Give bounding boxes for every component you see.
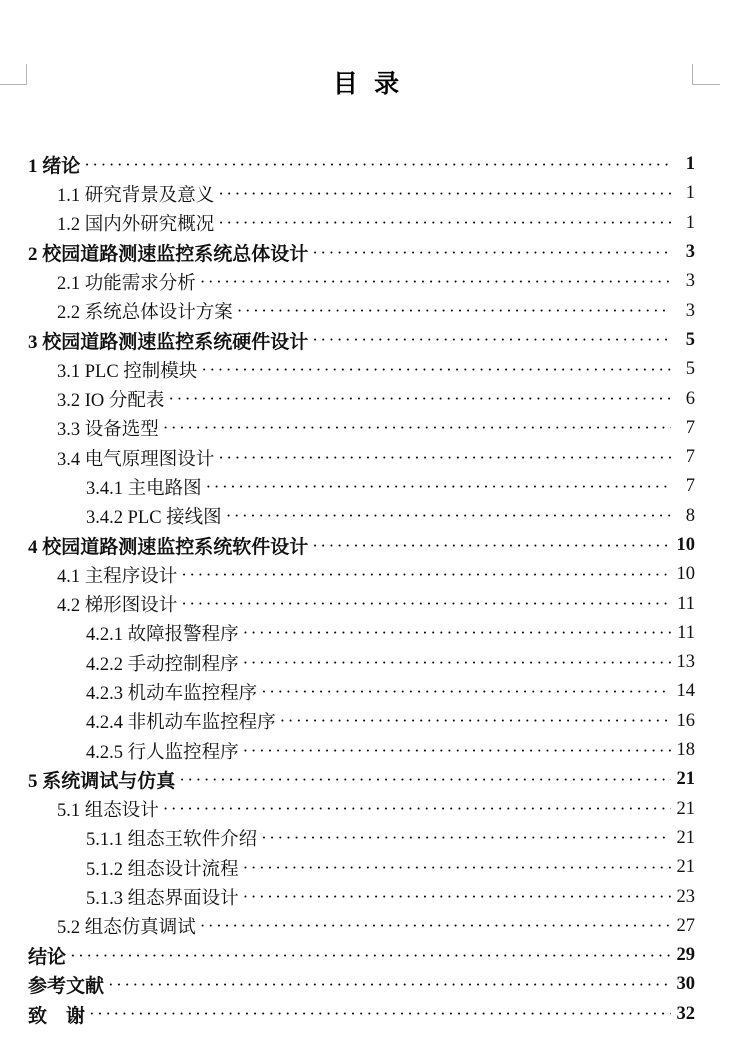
toc-entry-label: 3.2 IO 分配表 — [57, 391, 165, 412]
dot-leader — [200, 271, 671, 293]
toc-entry-page: 10 — [676, 535, 695, 555]
dot-leader — [226, 505, 671, 527]
dot-leader — [218, 447, 671, 469]
toc-entry-page: 8 — [685, 505, 695, 526]
toc-entry-page: 1 — [685, 183, 695, 204]
dot-leader — [218, 212, 671, 234]
toc-entry[interactable] — [28, 619, 695, 648]
toc-entry-page: 32 — [676, 1003, 695, 1024]
dot-leader — [280, 710, 671, 732]
toc-entry-label: 4.2.2 手动控制程序 — [86, 654, 239, 675]
toc-entry[interactable] — [28, 150, 695, 179]
toc-entry-page: 13 — [676, 652, 695, 673]
toc-entry[interactable] — [28, 589, 695, 618]
toc-entry-page: 7 — [685, 476, 695, 497]
toc-entry[interactable] — [28, 326, 695, 355]
dot-leader — [163, 417, 671, 439]
dot-leader — [181, 564, 671, 586]
dot-leader — [201, 359, 671, 381]
toc-entry-page: 27 — [676, 915, 695, 936]
dot-leader — [179, 769, 671, 791]
toc-list — [0, 150, 734, 1029]
toc-entry-page: 21 — [676, 798, 695, 819]
toc-entry[interactable] — [28, 179, 695, 208]
text-boundary-mark-top-left — [0, 64, 27, 85]
toc-entry-label: 3 校园道路测速监控系统硬件设计 — [28, 331, 309, 353]
dot-leader — [312, 535, 671, 557]
toc-entry[interactable] — [28, 472, 695, 501]
toc-entry-label: 4.1 主程序设计 — [57, 566, 178, 587]
toc-entry-page: 16 — [676, 710, 695, 731]
toc-entry[interactable] — [28, 853, 695, 882]
toc-entry-label: 1 绪论 — [28, 156, 81, 178]
page-title: 目 录 — [332, 71, 402, 98]
toc-entry[interactable] — [28, 736, 695, 765]
toc-entry-label: 2.1 功能需求分析 — [57, 273, 196, 294]
dot-leader — [243, 740, 671, 762]
toc-entry-page: 29 — [676, 945, 695, 966]
toc-entry-label: 5.1.2 组态设计流程 — [86, 859, 239, 880]
toc-entry[interactable] — [28, 355, 695, 384]
toc-entry-label: 5.1 组态设计 — [57, 801, 159, 822]
toc-entry[interactable] — [28, 296, 695, 325]
toc-entry[interactable] — [28, 531, 695, 560]
dot-leader — [312, 242, 671, 264]
toc-entry-page: 21 — [676, 827, 695, 848]
toc-entry-page: 30 — [676, 974, 695, 995]
dot-leader — [243, 857, 671, 879]
toc-entry-page: 10 — [676, 564, 695, 585]
dot-leader — [261, 681, 671, 703]
toc-entry[interactable] — [28, 707, 695, 736]
toc-entry-label: 1.1 研究背景及意义 — [57, 185, 215, 206]
toc-entry-label: 3.4.2 PLC 接线图 — [86, 508, 222, 529]
toc-entry-label: 1.2 国内外研究概况 — [57, 215, 215, 236]
toc-entry-page: 21 — [676, 857, 695, 878]
dot-leader — [70, 945, 671, 967]
toc-entry-page: 3 — [685, 242, 695, 263]
toc-entry-label: 4.2.5 行人监控程序 — [86, 742, 239, 763]
toc-entry-page: 6 — [685, 388, 695, 409]
toc-entry[interactable] — [28, 209, 695, 238]
dot-leader — [89, 1003, 671, 1025]
toc-entry-page: 23 — [676, 886, 695, 907]
dot-leader — [243, 622, 671, 644]
dot-leader — [168, 388, 671, 410]
dot-leader — [200, 915, 671, 937]
toc-entry[interactable] — [28, 238, 695, 267]
toc-entry-page: 3 — [685, 300, 695, 321]
toc-entry-page: 5 — [685, 329, 695, 350]
dot-leader — [218, 183, 671, 205]
toc-entry-label: 致 谢 — [28, 1005, 86, 1027]
toc-entry-label: 2.2 系统总体设计方案 — [57, 303, 233, 324]
toc-entry-label: 5.1.3 组态界面设计 — [86, 889, 239, 910]
dot-leader — [237, 300, 671, 322]
toc-entry-page: 14 — [676, 681, 695, 702]
toc-entry-label: 5 系统调试与仿真 — [28, 771, 176, 793]
toc-entry[interactable] — [28, 970, 695, 999]
dot-leader — [312, 329, 671, 351]
toc-entry-page: 3 — [685, 271, 695, 292]
toc-entry-label: 5.2 组态仿真调试 — [57, 918, 196, 939]
toc-entry-label: 4.2 梯形图设计 — [57, 596, 178, 617]
toc-entry-label: 3.1 PLC 控制模块 — [57, 361, 198, 382]
toc-entry-page: 1 — [685, 154, 695, 175]
toc-entry[interactable] — [28, 882, 695, 911]
toc-entry-page: 7 — [685, 447, 695, 468]
toc-entry-page: 1 — [685, 212, 695, 233]
toc-entry[interactable] — [28, 502, 695, 531]
dot-leader — [243, 886, 671, 908]
toc-entry-page: 7 — [685, 417, 695, 438]
toc-entry-page: 18 — [676, 740, 695, 761]
toc-entry[interactable] — [28, 677, 695, 706]
toc-entry-label: 3.3 设备选型 — [57, 420, 159, 441]
toc-entry[interactable] — [28, 1000, 695, 1029]
toc-entry-page: 21 — [676, 769, 695, 790]
toc-entry-label: 3.4 电气原理图设计 — [57, 449, 215, 470]
toc-entry[interactable] — [28, 795, 695, 824]
toc-entry[interactable] — [28, 824, 695, 853]
toc-entry-label: 5.1.1 组态王软件介绍 — [86, 830, 258, 851]
text-boundary-mark-top-right — [692, 64, 720, 85]
toc-entry-label: 3.4.1 主电路图 — [86, 478, 202, 499]
toc-entry[interactable] — [28, 912, 695, 941]
toc-entry-label: 参考文献 — [28, 976, 105, 998]
toc-entry[interactable] — [28, 648, 695, 677]
toc-entry-page: 11 — [677, 622, 695, 643]
dot-leader — [261, 827, 671, 849]
toc-entry-label: 4.2.3 机动车监控程序 — [86, 683, 258, 704]
toc-entry[interactable] — [28, 267, 695, 296]
toc-entry[interactable] — [28, 941, 695, 970]
toc-entry[interactable] — [28, 414, 695, 443]
toc-entry-label: 4 校园道路测速监控系统软件设计 — [28, 537, 309, 558]
dot-leader — [84, 154, 671, 176]
dot-leader — [243, 652, 671, 674]
toc-entry[interactable] — [28, 384, 695, 413]
toc-entry-label: 4.2.1 故障报警程序 — [86, 625, 239, 646]
toc-entry-label: 2 校园道路测速监控系统总体设计 — [28, 244, 309, 266]
dot-leader — [181, 593, 671, 615]
dot-leader — [108, 974, 671, 996]
dot-leader — [206, 476, 671, 498]
dot-leader — [163, 798, 671, 820]
toc-entry[interactable] — [28, 443, 695, 472]
toc-entry-label: 结论 — [28, 947, 67, 969]
toc-entry-page: 11 — [677, 593, 695, 614]
toc-entry-label: 4.2.4 非机动车监控程序 — [86, 713, 276, 734]
toc-entry[interactable] — [28, 765, 695, 794]
toc-entry-page: 5 — [685, 359, 695, 380]
toc-entry[interactable] — [28, 560, 695, 589]
